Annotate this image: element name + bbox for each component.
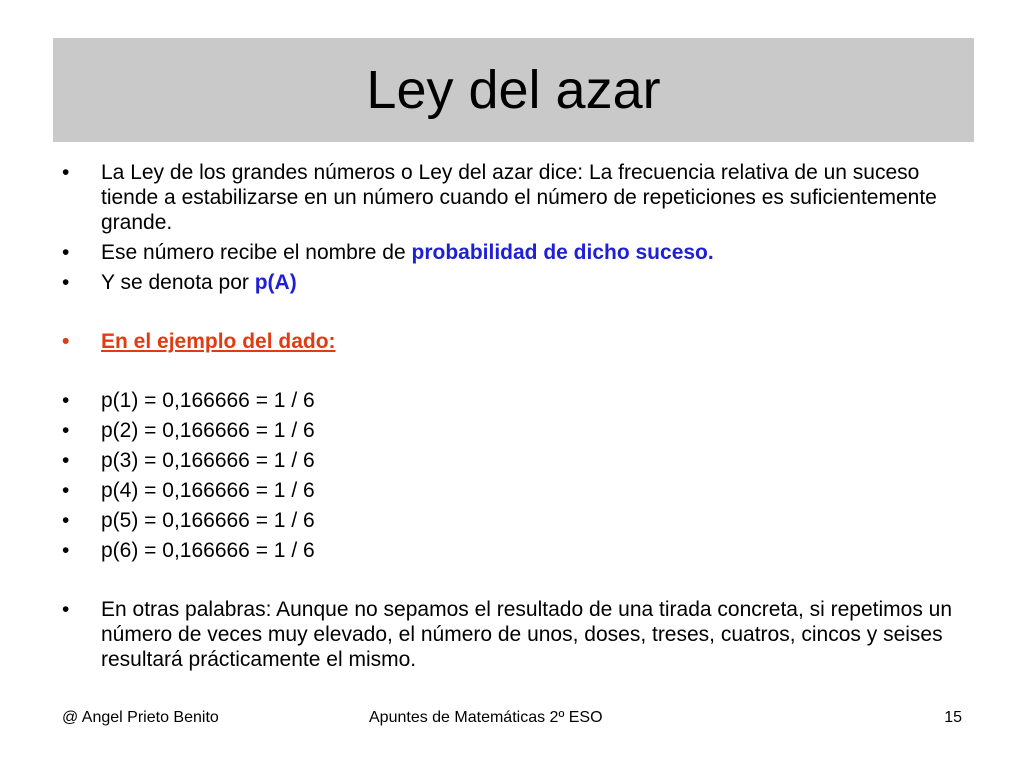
slide-content bbox=[60, 160, 975, 672]
slide-footer bbox=[0, 707, 1024, 729]
probability-term: probabilidad de dicho suceso. bbox=[411, 241, 714, 264]
bullet-text: En otras palabras: Aunque no sepamos el resultado de una tirada concreta, si repetimos un número de veces muy elevado, el número de unos, doses, treses, cuatros, cincos y seises resultará prácticamente el mismo. bbox=[101, 598, 953, 671]
footer-page-number: 15 bbox=[944, 709, 962, 726]
probability-text: p(2) = 0,166666 = 1 / 6 bbox=[101, 419, 315, 442]
bullet-probability-6 bbox=[60, 538, 975, 563]
title-band bbox=[53, 38, 974, 142]
bullet-dot: • bbox=[62, 419, 70, 442]
probability-text: p(4) = 0,166666 = 1 / 6 bbox=[101, 479, 315, 502]
bullet-example-heading bbox=[60, 329, 975, 354]
bullet-dot: • bbox=[62, 330, 70, 353]
bullet-dot: • bbox=[62, 449, 70, 472]
notation-term: p(A) bbox=[254, 271, 297, 294]
bullet-dot: • bbox=[62, 271, 70, 294]
bullet-dot: • bbox=[62, 479, 70, 502]
bullet-text: Y se denota por bbox=[101, 271, 255, 294]
probability-text: p(5) = 0,166666 = 1 / 6 bbox=[101, 509, 315, 532]
probability-text: p(3) = 0,166666 = 1 / 6 bbox=[101, 449, 315, 472]
bullet-dot: • bbox=[62, 598, 70, 621]
bullet-dot: • bbox=[62, 389, 70, 412]
bullet-law-definition bbox=[60, 160, 975, 235]
bullet-probability-name bbox=[60, 240, 975, 265]
bullet-dot: • bbox=[62, 241, 70, 264]
bullet-probability-2 bbox=[60, 418, 975, 443]
bullet-text: Ese número recibe el nombre de bbox=[101, 241, 412, 264]
bullet-dot: • bbox=[62, 509, 70, 532]
bullet-probability-3 bbox=[60, 448, 975, 473]
probability-text: p(1) = 0,166666 = 1 / 6 bbox=[101, 389, 315, 412]
bullet-probability-5 bbox=[60, 508, 975, 533]
footer-course: Apuntes de Matemáticas 2º ESO bbox=[369, 709, 603, 726]
probability-text: p(6) = 0,166666 = 1 / 6 bbox=[101, 539, 315, 562]
slide-title: Ley del azar bbox=[366, 60, 661, 120]
bullet-probability-4 bbox=[60, 478, 975, 503]
bullet-dot: • bbox=[62, 161, 70, 184]
bullet-dot: • bbox=[62, 539, 70, 562]
example-heading: En el ejemplo del dado: bbox=[101, 330, 336, 353]
footer-author: @ Angel Prieto Benito bbox=[62, 709, 219, 726]
bullet-text: La Ley de los grandes números o Ley del azar dice: La frecuencia relativa de un suceso tiende a estabilizarse en un número cuando el número de repeticiones es suficientemente grande. bbox=[101, 161, 937, 234]
bullet-notation bbox=[60, 270, 975, 295]
bullet-probability-1 bbox=[60, 388, 975, 413]
bullet-conclusion bbox=[60, 597, 975, 672]
